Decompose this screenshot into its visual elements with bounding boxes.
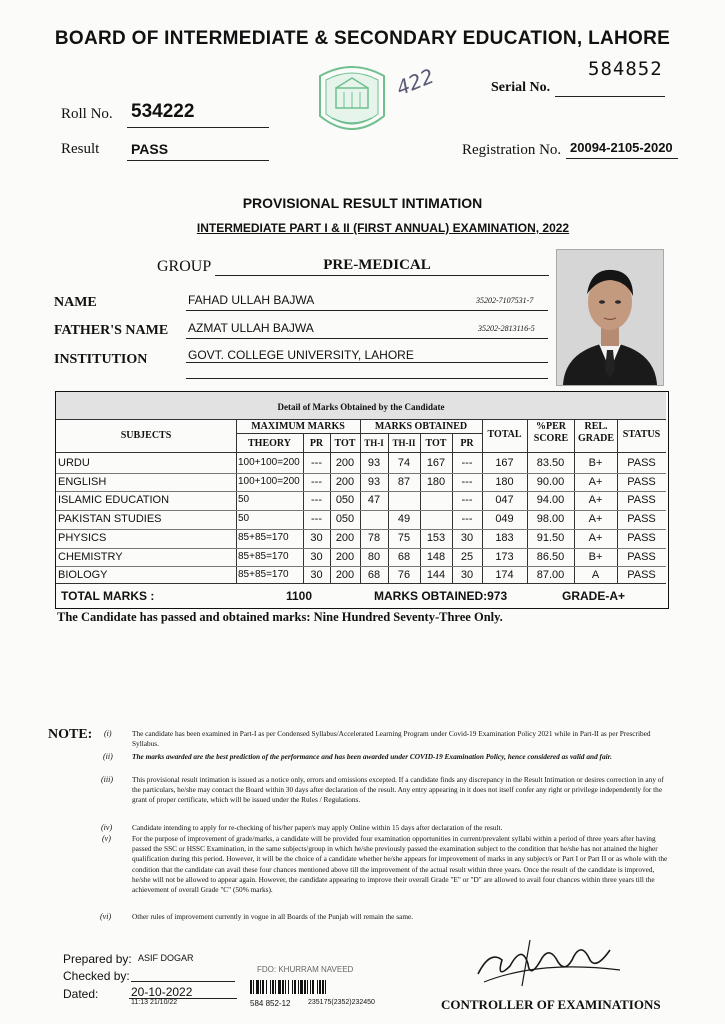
- note-number: (vi): [100, 912, 112, 921]
- note-number: (ii): [103, 752, 113, 761]
- cell-total: 049: [495, 513, 514, 525]
- result-line: [127, 160, 269, 161]
- total-marks-label: TOTAL MARKS :: [61, 589, 155, 603]
- cell-subject: ENGLISH: [58, 476, 107, 488]
- cell-grade: A+: [588, 513, 603, 525]
- note-number: (iv): [101, 823, 113, 832]
- table-body-bottom-line: [56, 583, 666, 584]
- header-marks-obtained: MARKS OBTAINED: [374, 421, 468, 432]
- cell-per: 83.50: [536, 457, 565, 469]
- dated-value: 20-10-2022: [131, 985, 193, 999]
- father-line: [186, 338, 548, 339]
- cell-theory: 100+100=200: [238, 457, 300, 468]
- cell-grade: A+: [588, 476, 603, 488]
- cell-tot: 200: [335, 457, 355, 469]
- board-logo-icon: [312, 56, 392, 144]
- note-text: Candidate intending to apply for re-checking of his/her paper/s may apply Online within 15 days after declaration of the result.: [132, 823, 503, 832]
- cell-pr2: ---: [461, 476, 473, 488]
- cell-th1: 78: [367, 532, 381, 544]
- cell-pr: 30: [310, 569, 323, 581]
- institution-line: [186, 362, 548, 363]
- result-summary: The Candidate has passed and obtained marks: Nine Hundred Seventy-Three Only.: [57, 610, 503, 624]
- provisional-title: PROVISIONAL RESULT INTIMATION: [242, 195, 483, 211]
- serial-number: 584852: [588, 58, 663, 80]
- cell-status: PASS: [627, 569, 656, 581]
- cell-subject: BIOLOGY: [58, 569, 108, 581]
- note-text: This provisional result intimation is issued as a notice only, errors and omissions excepted. If a candidate finds any discrepancy in the Result Intimation or desires correction in any of the particulars, he/she may contact the Board within 30 days after declaration of the result. Any entry appearing in it does not itself confer any right or privilege independently for the grant of proper certificate, which will be issued under the Rules / Regulations.: [132, 775, 664, 805]
- cell-tot: 050: [335, 494, 355, 506]
- cell-tot2: 180: [426, 476, 446, 488]
- cell-theory: 85+85=170: [238, 551, 289, 562]
- cell-pr: ---: [311, 513, 322, 525]
- cell-status: PASS: [627, 551, 656, 563]
- signature-icon: [470, 930, 630, 990]
- cell-grade: A+: [588, 494, 603, 506]
- header-subjects: SUBJECTS: [120, 430, 172, 441]
- time-stamp: 11:13 21/10/22: [131, 999, 178, 1006]
- table-caption: Detail of Marks Obtained by the Candidate: [277, 402, 445, 412]
- registration-line: [566, 158, 678, 159]
- header-per-score: %PER SCORE: [533, 421, 569, 444]
- cell-per: 86.50: [536, 551, 565, 563]
- cell-theory: 50: [238, 494, 250, 505]
- cell-grade: A+: [588, 532, 603, 544]
- cell-subject: PAKISTAN STUDIES: [58, 513, 162, 525]
- cell-total: 167: [495, 457, 514, 469]
- cell-pr2: 25: [460, 551, 474, 563]
- exam-title: INTERMEDIATE PART I & II (FIRST ANNUAL) EXAMINATION, 2022: [196, 221, 570, 235]
- note-label: NOTE:: [48, 727, 93, 742]
- cell-total: 180: [495, 476, 514, 488]
- cell-pr: ---: [311, 457, 322, 469]
- roll-line: [127, 127, 269, 128]
- fdo-text: FDO: KHURRAM NAVEED: [257, 965, 354, 974]
- cell-total: 173: [495, 551, 514, 563]
- registration-label: Registration No.: [462, 142, 562, 158]
- cell-status: PASS: [627, 476, 656, 488]
- cell-status: PASS: [627, 513, 656, 525]
- cell-theory: 85+85=170: [238, 532, 289, 543]
- header-status: STATUS: [622, 429, 661, 440]
- prepared-by-value: ASIF DOGAR: [138, 953, 194, 963]
- name-line: [186, 310, 548, 311]
- barcode-icon: [250, 980, 384, 994]
- group-value: PRE-MEDICAL: [323, 257, 431, 273]
- note-number: (iii): [101, 775, 113, 784]
- header-pr: PR: [309, 438, 324, 449]
- cell-status: PASS: [627, 532, 656, 544]
- handwritten-note: 422: [392, 63, 438, 101]
- institution-line-2: [186, 378, 548, 379]
- roll-value: 534222: [131, 101, 195, 122]
- name-label: NAME: [54, 295, 97, 310]
- cell-th2: 87: [397, 476, 411, 488]
- note-text: Other rules of improvement currently in vogue in all Boards of the Punjab will remain the same.: [132, 912, 414, 921]
- father-name-label: FATHER'S NAME: [54, 323, 169, 338]
- cell-subject: ISLAMIC EDUCATION: [58, 494, 170, 506]
- roll-label: Roll No.: [61, 106, 113, 122]
- cell-total: 047: [495, 494, 514, 506]
- header-sub-line: [236, 433, 482, 434]
- institution-label: INSTITUTION: [54, 352, 148, 367]
- group-label: GROUP: [157, 258, 212, 275]
- row-divider: [56, 529, 666, 530]
- serial-line: [555, 96, 665, 97]
- barcode-number: 584 852-12: [250, 999, 291, 1008]
- serial-label: Serial No.: [491, 80, 551, 95]
- institution-value: GOVT. COLLEGE UNIVERSITY, LAHORE: [188, 348, 414, 362]
- cell-theory: 100+100=200: [238, 476, 300, 487]
- cell-tot: 200: [335, 476, 355, 488]
- cell-pr2: ---: [461, 457, 473, 469]
- cell-pr: ---: [311, 476, 322, 488]
- cell-subject: URDU: [58, 457, 90, 469]
- cell-total: 174: [495, 569, 514, 581]
- cell-tot: 050: [335, 513, 355, 525]
- overall-grade: GRADE-A+: [562, 589, 626, 603]
- checked-by-line: [131, 981, 235, 982]
- cell-per: 98.00: [536, 513, 565, 525]
- cell-pr2: 30: [460, 532, 474, 544]
- cell-per: 87.00: [536, 569, 565, 581]
- cell-subject: PHYSICS: [58, 532, 107, 544]
- cell-tot2: 167: [426, 457, 446, 469]
- father-name-value: AZMAT ULLAH BAJWA: [188, 321, 314, 335]
- header-tot2: TOT: [425, 438, 447, 449]
- cell-pr: 30: [310, 532, 323, 544]
- board-title: BOARD OF INTERMEDIATE & SECONDARY EDUCATION, LAHORE: [54, 28, 671, 49]
- row-divider: [56, 510, 666, 511]
- cell-th2: 74: [397, 457, 411, 469]
- cell-tot2: 153: [426, 532, 446, 544]
- marks-obtained-total: MARKS OBTAINED:973: [374, 589, 508, 603]
- cell-tot2: 144: [426, 569, 446, 581]
- header-th2: TH-II: [392, 438, 416, 448]
- prepared-by-label: Prepared by:: [63, 952, 132, 966]
- dated-label: Dated:: [63, 987, 99, 1001]
- cell-th1: 68: [367, 569, 381, 581]
- cell-th1: 93: [367, 457, 381, 469]
- header-max-marks: MAXIMUM MARKS: [251, 421, 345, 432]
- note-text: The marks awarded are the best prediction of the performance and has been awarded under COVID-19 Examination Policy, hence considered as valid and fair.: [132, 752, 612, 761]
- cell-th2: 68: [397, 551, 411, 563]
- note-text: The candidate has been examined in Part-I as per Condensed Syllabus/Accelerated Learning Program under Covid-19 Examination Policy 2021 while in Part-II as per Prescribed Syllabus.: [132, 729, 651, 749]
- cell-grade: A: [591, 569, 600, 581]
- controller-of-examinations: CONTROLLER OF EXAMINATIONS: [441, 997, 661, 1012]
- row-divider: [56, 548, 666, 549]
- father-cnic: 35202-2813116-5: [478, 324, 535, 333]
- cell-th1: 93: [367, 476, 381, 488]
- row-divider: [56, 566, 666, 567]
- total-marks-value: 1100: [286, 589, 313, 603]
- cell-pr: ---: [311, 494, 322, 506]
- note-number: (v): [102, 834, 111, 843]
- cell-pr2: ---: [461, 513, 473, 525]
- note-text: For the purpose of improvement of grade/marks, a candidate will be provided four examination opportunities in current/prevalent syllabi within a period of three years after having passed the SSC or HSSC Examination, in the same subjects/group in which he/she previously passed the examination subject to the condition that he/she has not attained the higher qualification during this period. However, it will be the choice of a candidate whether he/she appears for improvement of marks in any subject/s or Part I or Part II or as whole with the condition that the candidate can avail these four chances mentioned above till the improvement of the actual result within three years. Once the result of the candidate is improved, he/she will not be allowed to appear again. However, the candidate appearing to improve their overall Grade "E" or "D" are allowed to avail four chances within three years till the achievement of overall Grade "C" (50% marks).: [132, 834, 668, 895]
- cell-theory: 85+85=170: [238, 569, 289, 580]
- cell-th2: 49: [397, 513, 411, 525]
- cell-tot: 200: [335, 551, 355, 563]
- cell-tot: 200: [335, 532, 355, 544]
- cell-status: PASS: [627, 457, 656, 469]
- header-rel-grade: REL. GRADE: [577, 421, 615, 444]
- cell-th2: 76: [397, 569, 411, 581]
- registration-value: 20094-2105-2020: [570, 140, 673, 155]
- barcode-code: 235175(2352)232450: [308, 999, 375, 1006]
- header-pr2: PR: [460, 438, 474, 449]
- cell-grade: B+: [588, 551, 603, 563]
- cell-status: PASS: [627, 494, 656, 506]
- cell-grade: B+: [588, 457, 603, 469]
- cell-tot2: 148: [426, 551, 446, 563]
- group-line: [215, 275, 549, 276]
- header-tot: TOT: [334, 438, 356, 449]
- checked-by-label: Checked by:: [63, 969, 130, 983]
- cell-tot: 200: [335, 569, 355, 581]
- header-theory: THEORY: [248, 438, 291, 449]
- cell-per: 94.00: [536, 494, 565, 506]
- cell-total: 183: [495, 532, 514, 544]
- cell-pr2: ---: [461, 494, 473, 506]
- result-label: Result: [61, 141, 100, 157]
- name-value: FAHAD ULLAH BAJWA: [188, 293, 315, 307]
- cell-per: 91.50: [536, 532, 565, 544]
- cell-subject: CHEMISTRY: [58, 551, 123, 563]
- cell-pr2: 30: [460, 569, 474, 581]
- cell-pr: 30: [310, 551, 323, 563]
- cell-th1: 80: [367, 551, 381, 563]
- note-number: (i): [104, 729, 112, 738]
- header-total: TOTAL: [487, 429, 522, 440]
- cell-th2: 75: [397, 532, 411, 544]
- cell-th1: 47: [367, 494, 381, 506]
- candidate-photo: [556, 249, 664, 386]
- cell-per: 90.00: [536, 476, 565, 488]
- cell-theory: 50: [238, 513, 250, 524]
- row-divider: [56, 491, 666, 492]
- result-value: PASS: [131, 141, 169, 157]
- name-cnic: 35202-7107531-7: [476, 296, 534, 305]
- row-divider: [56, 473, 666, 474]
- header-th1: TH-I: [364, 438, 384, 448]
